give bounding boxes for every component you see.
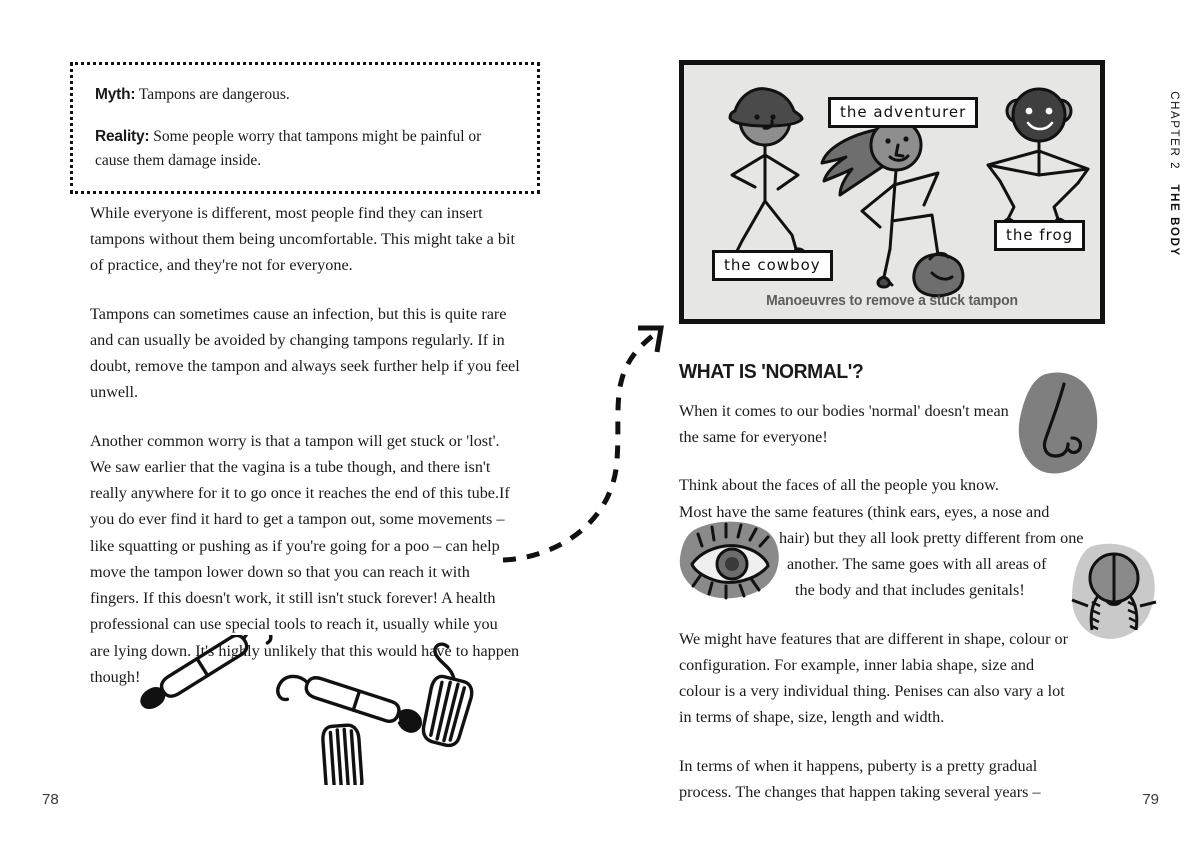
page-number-left: 78 xyxy=(42,791,59,808)
figure-label-cowboy: the cowboy xyxy=(712,250,833,281)
wrapped-line-3: hair) but they all look pretty different from one xyxy=(779,528,1084,547)
figure-label-frog: the frog xyxy=(994,220,1085,251)
chapter-marker-text xyxy=(1168,91,1180,257)
paragraph-2: Tampons can sometimes cause an infection, but this is quite rare and can usually be avoided by changing tampons regularly. If in doubt, remove the tampon and always seek further help if you feel unwell. xyxy=(90,304,520,402)
illustration-panel xyxy=(679,60,1105,324)
myth-reality-box xyxy=(70,62,540,194)
nose-illustration xyxy=(1012,368,1108,480)
myth-label: Myth: xyxy=(95,86,136,103)
left-page-content xyxy=(70,62,540,194)
stick-figure-cowboy xyxy=(710,83,830,263)
panel-caption: Manoeuvres to remove a stuck tampon xyxy=(766,292,1018,309)
tampon-doodles xyxy=(140,635,520,785)
dashed-arrow xyxy=(495,310,685,570)
chapter-number: CHAPTER 2 xyxy=(1168,91,1181,171)
reality-line xyxy=(95,125,515,173)
wrapped-line-4: another. The same goes with all areas of xyxy=(787,555,1047,574)
stick-figure-adventurer xyxy=(818,109,998,299)
right-paragraph-features: We might have features that are different in shape, colour or configuration. For example, inner labia shape, size and colour is a very individual thing. Penises can also vary a lot in terms of shape, size, length and width. xyxy=(679,629,1068,727)
paragraph-3: Another common worry is that a tampon will get stuck or 'lost'. We saw earlier that the vagina is a tube though, and there isn't really anywhere for it to go once it reaches the end of this tube.If you do ever find it hard to get a tampon out, some movements – like squatting or pushing as if you're going for a poo – can help move the tampon lower down so that you can reach it with fingers. If this doesn't work, it still isn't stuck forever! A health professional can use special tools to reach it, usually while you are lying down. It's highly unlikely that this would have to happen though! xyxy=(90,431,520,686)
figure-label-adventurer: the adventurer xyxy=(828,97,978,128)
myth-text: Tampons are dangerous. xyxy=(135,86,290,103)
myth-line xyxy=(95,83,515,107)
chapter-title: THE BODY xyxy=(1168,184,1181,257)
page-title: WHAT IS 'NORMAL'? xyxy=(679,360,864,383)
paragraph-1: While everyone is different, most people find they can insert tampons without them being uncomfortable. This might take a bit of practice, and they're not for everyone. xyxy=(90,204,516,275)
wrapped-line-2: Most have the same features (think ears, eyes, a nose and xyxy=(679,502,1050,521)
right-paragraph-1: When it comes to our bodies 'normal' doesn't mean the same for everyone! xyxy=(679,402,1009,447)
wrapped-line-5: the body and that includes genitals! xyxy=(795,581,1025,600)
braided-head-illustration xyxy=(1068,540,1160,646)
reality-label: Reality: xyxy=(95,128,150,146)
page-number-right: 79 xyxy=(1142,791,1159,808)
stick-figure-frog xyxy=(972,83,1102,233)
eye-illustration xyxy=(676,518,786,604)
chapter-marker xyxy=(1161,78,1187,298)
wrapped-line-1: Think about the faces of all the people you know. xyxy=(679,476,999,495)
right-paragraph-last: In terms of when it happens, puberty is a pretty gradual process. The changes that happen taking several years – xyxy=(679,756,1041,801)
reality-text: Some people worry that tampons might be painful or cause them damage inside. xyxy=(95,128,482,170)
